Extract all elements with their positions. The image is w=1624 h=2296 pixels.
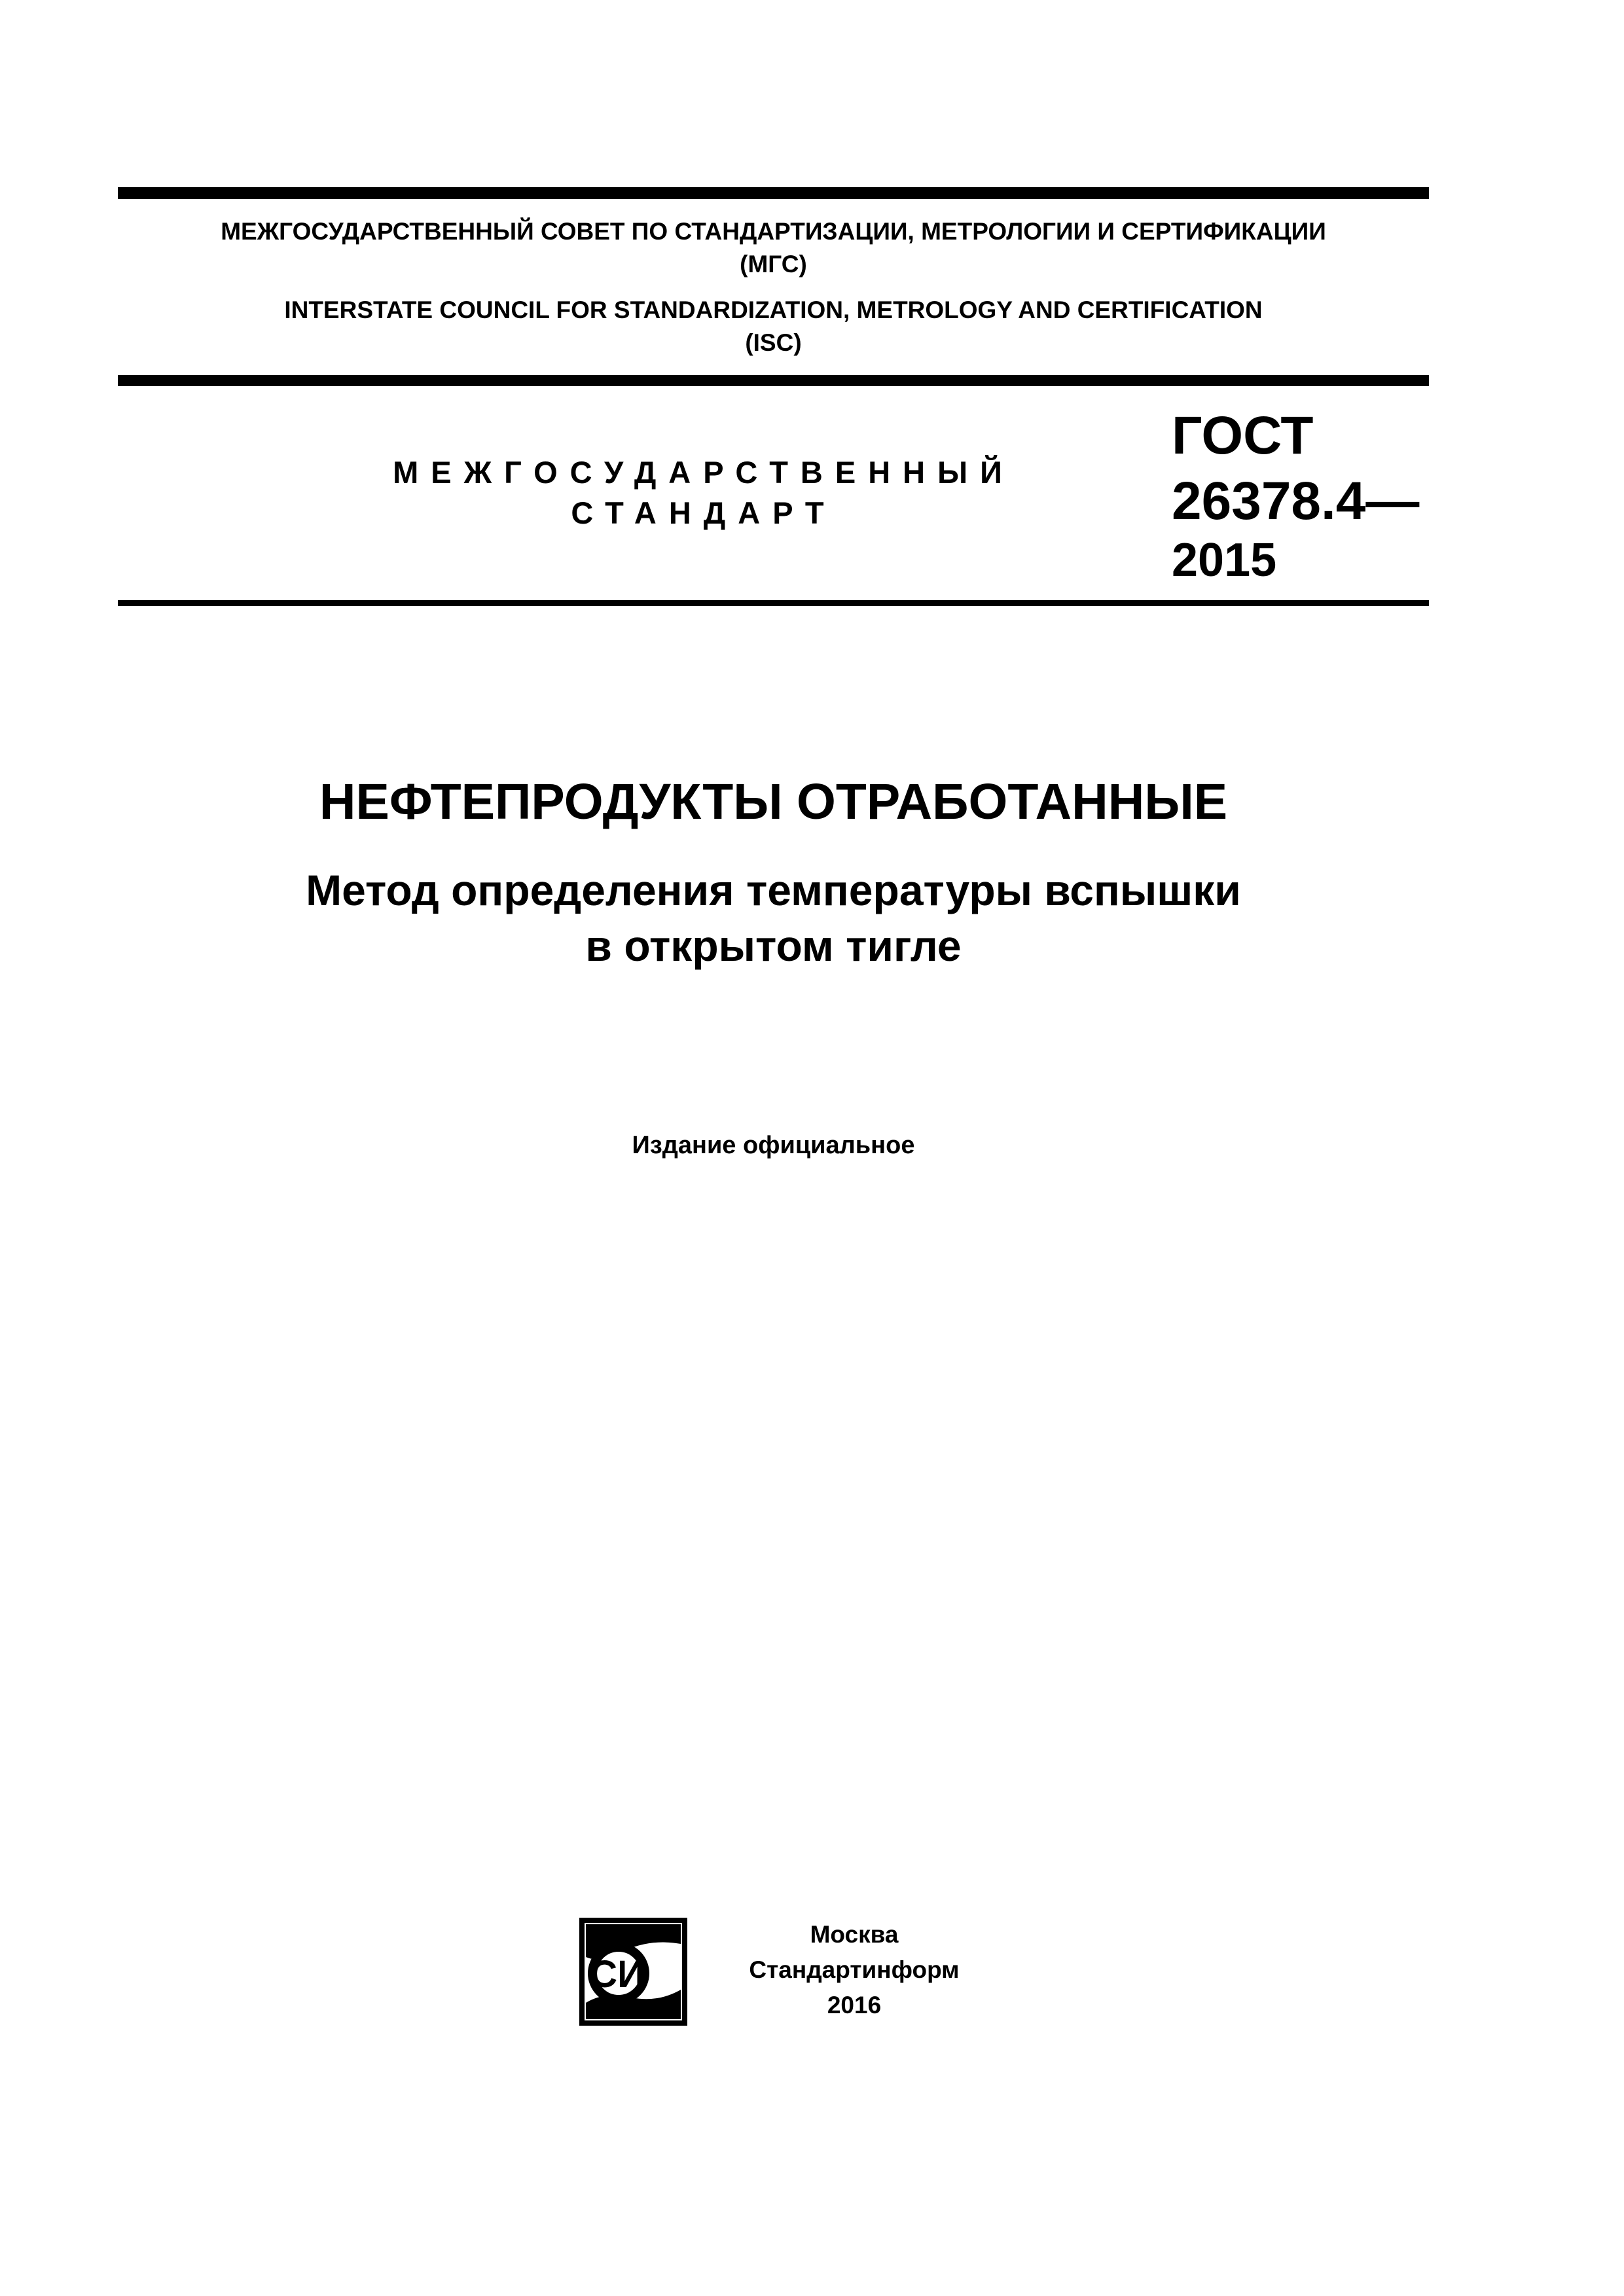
- imprint-publisher: Стандартинформ: [749, 1956, 960, 1983]
- document-subtitle-line1: Метод определения температуры вспышки: [306, 866, 1241, 914]
- gost-code-line3: 2015: [1172, 534, 1277, 586]
- publisher-logo: [579, 1918, 687, 2026]
- document-subtitle-line2: в открытом тигле: [585, 922, 962, 970]
- top-rule: [118, 187, 1429, 199]
- imprint-city: Москва: [810, 1921, 899, 1948]
- logo-text: СИ: [590, 1953, 645, 1996]
- gost-code-line2: 26378.4—: [1172, 471, 1420, 531]
- standard-kind-line1: МЕЖГОСУДАРСТВЕННЫЙ: [393, 455, 1015, 490]
- council-en-line2: (ISC): [745, 329, 802, 356]
- imprint-year: 2016: [827, 1992, 882, 2018]
- council-ru-line2: (МГС): [740, 251, 807, 278]
- standard-kind-line2: СТАНДАРТ: [571, 495, 837, 530]
- council-ru-line1: МЕЖГОСУДАРСТВЕННЫЙ СОВЕТ ПО СТАНДАРТИЗАЦИИ, МЕТРОЛОГИИ И СЕРТИФИКАЦИИ: [221, 218, 1326, 245]
- document-title: НЕФТЕПРОДУКТЫ ОТРАБОТАННЫЕ: [319, 774, 1228, 830]
- header-rule: [118, 375, 1429, 386]
- council-en-line1: INTERSTATE COUNCIL FOR STANDARDIZATION, METROLOGY AND CERTIFICATION: [284, 296, 1263, 323]
- edition-label: Издание официальное: [632, 1132, 915, 1159]
- gost-code-line1: ГОСТ: [1172, 406, 1314, 465]
- standard-rule: [118, 600, 1429, 606]
